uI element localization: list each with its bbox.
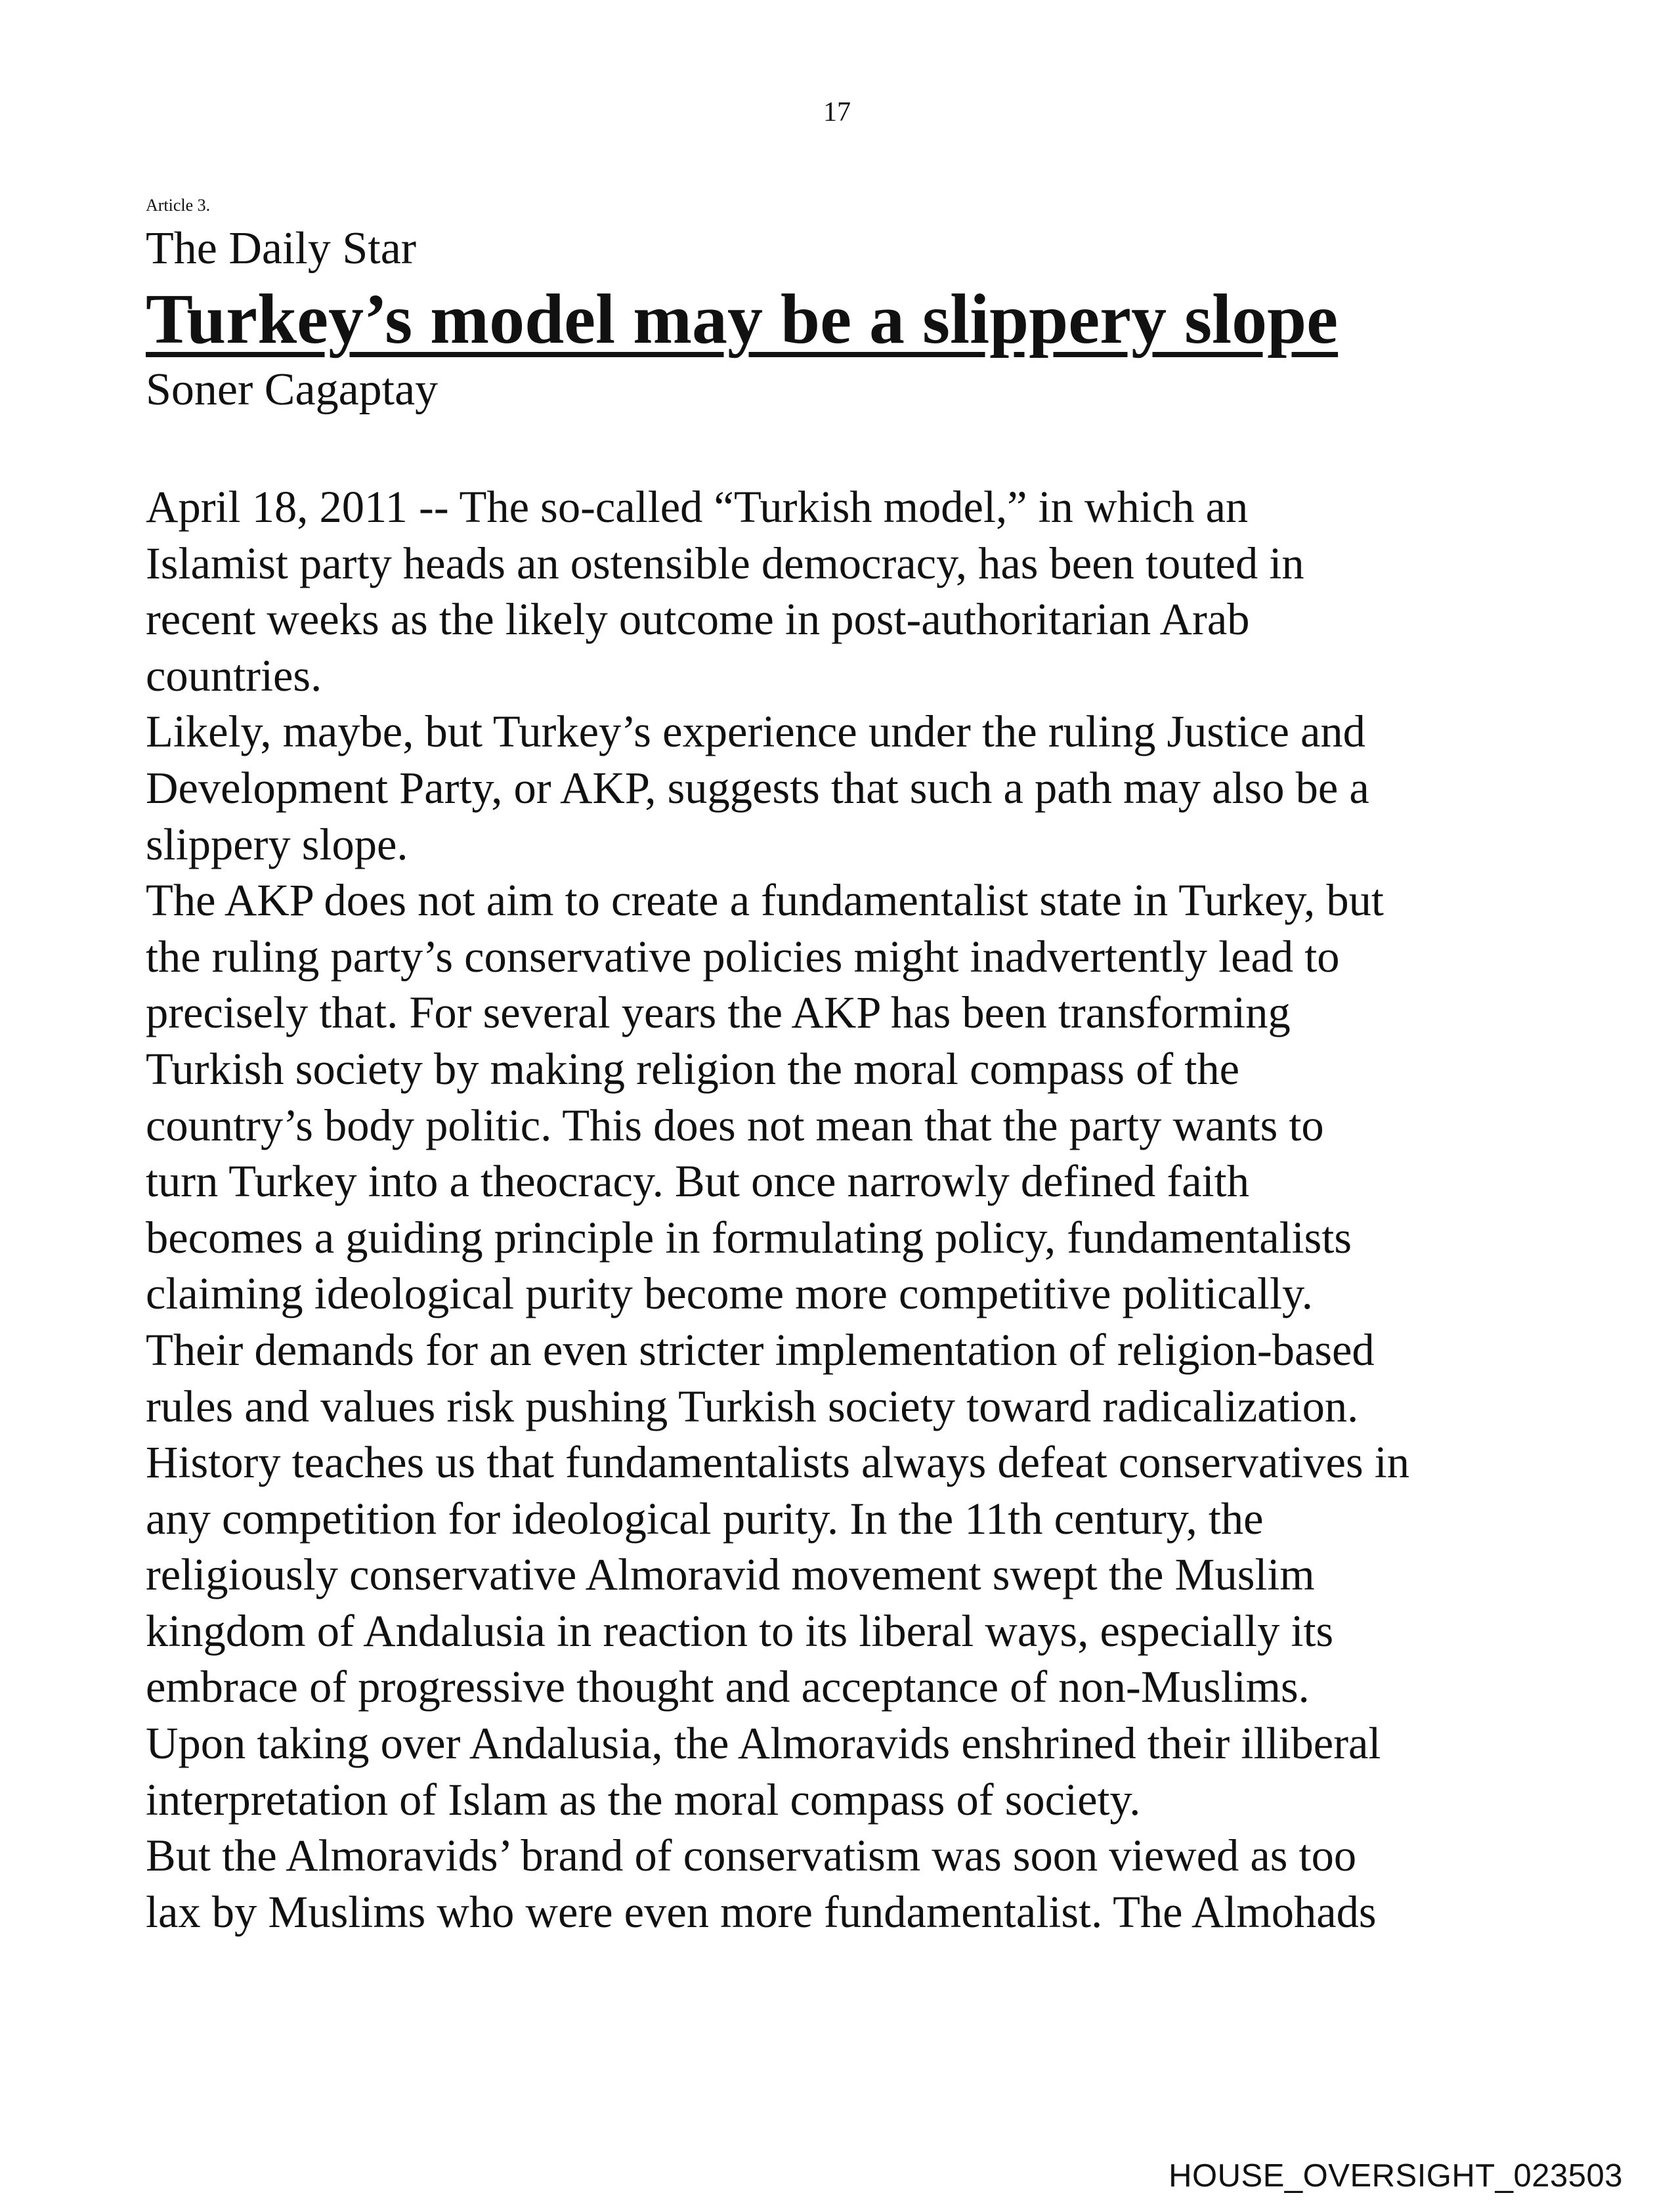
text-line: recent weeks as the likely outcome in post-authoritarian Arab: [146, 594, 1250, 645]
text-line: History teaches us that fundamentalists always defeat conservatives in: [146, 1437, 1410, 1488]
text-line: kingdom of Andalusia in reaction to its liberal ways, especially its: [146, 1605, 1334, 1656]
text-line: rules and values risk pushing Turkish society toward radicalization.: [146, 1381, 1359, 1431]
paragraph: [146, 704, 1551, 873]
article-author: Soner Cagaptay: [146, 364, 439, 415]
article-body: [146, 479, 1551, 1940]
paragraph: [146, 1828, 1551, 1940]
text-line: countries.: [146, 650, 322, 701]
text-line: becomes a guiding principle in formulating policy, fundamentalists: [146, 1212, 1352, 1263]
text-line: turn Turkey into a theocracy. But once narrowly defined faith: [146, 1156, 1249, 1207]
bates-number: HOUSE_OVERSIGHT_023503: [1169, 2158, 1623, 2194]
text-line: interpretation of Islam as the moral compass of society.: [146, 1774, 1141, 1825]
text-line: the ruling party’s conservative policies might inadvertently lead to: [146, 931, 1340, 982]
article-label: Article 3.: [146, 196, 211, 215]
text-line: Development Party, or AKP, suggests that such a path may also be a: [146, 762, 1369, 813]
text-line: claiming ideological purity become more competitive politically.: [146, 1269, 1313, 1319]
text-line: Islamist party heads an ostensible democracy, has been touted in: [146, 538, 1304, 588]
text-line: Turkish society by making religion the moral compass of the: [146, 1043, 1239, 1094]
paragraph: [146, 479, 1551, 704]
text-line: country’s body politic. This does not mean that the party wants to: [146, 1100, 1324, 1150]
text-line: embrace of progressive thought and acceptance of non-Muslims.: [146, 1662, 1310, 1712]
text-line: The AKP does not aim to create a fundamentalist state in Turkey, but: [146, 875, 1384, 926]
text-line: precisely that. For several years the AKP has been transforming: [146, 987, 1291, 1038]
text-line: religiously conservative Almoravid movement swept the Muslim: [146, 1550, 1315, 1600]
text-line: Likely, maybe, but Turkey’s experience under the ruling Justice and: [146, 706, 1365, 757]
text-line: any competition for ideological purity. In the 11th century, the: [146, 1493, 1264, 1544]
text-line: lax by Muslims who were even more fundamentalist. The Almohads: [146, 1886, 1377, 1937]
text-line: slippery slope.: [146, 819, 408, 869]
paragraph: [146, 1435, 1551, 1828]
article-headline: Turkey’s model may be a slippery slope: [146, 280, 1339, 358]
text-line: Upon taking over Andalusia, the Almoravids enshrined their illiberal: [146, 1718, 1381, 1769]
paragraph: [146, 873, 1551, 1435]
page-number: 17: [823, 97, 851, 127]
publication-name: The Daily Star: [146, 223, 417, 274]
text-line: But the Almoravids’ brand of conservatism was soon viewed as too: [146, 1831, 1357, 1881]
text-line: Their demands for an even stricter implementation of religion-based: [146, 1324, 1375, 1375]
text-line: April 18, 2011 -- The so-called “Turkish model,” in which an: [146, 482, 1249, 532]
